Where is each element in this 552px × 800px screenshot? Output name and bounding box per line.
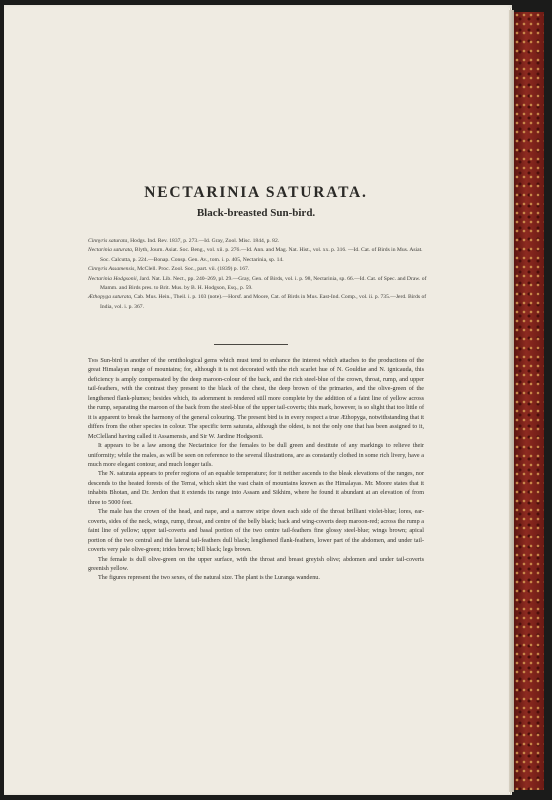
synonym-reference: Blyth, Journ. Asiat. Soc. Beng., vol. xii. p. 276.—Id. Ann. and Mag. Nat. Hist., vol. xx. p. 316. —Id. Cat. of Birds in Mus. Asiat. Soc. Calcutta, p. 224.—Bonap. Consp. Gen. Av., tom. i. p. 405, Nectarinia, sp. 14. xyxy=(100,247,423,263)
body-paragraph: The male has the crown of the head, and nape, and a narrow stripe down each side of the throat brilliant violet-blue; lores, ear-coverts, sides of the neck, wings, rump, throat, and centre of the belly black; back and wing-coverts deep maroon-red; across the rump a faint line of yellow; upper tail-coverts and basal portion of the two centre tail-feathers fine glossy steel-blue; wings brown; apical portion of the two central and the lateral tail-feathers dull black; lengthened flank-feathers, lower part of the abdomen, and under tail-coverts very pale olive-green; irides brown; bill black; legs brown. xyxy=(88,509,424,554)
article-body xyxy=(88,357,424,584)
synonym-reference: Hodgs. Ind. Rev. 1837, p. 273.—Id. Gray, Zool. Misc. 1844, p. 82. xyxy=(130,238,280,244)
synonym-entry xyxy=(88,293,428,312)
synonym-reference: Cab. Mus. Hein., Theil. i. p. 103 (note).—Horsf. and Moore, Cat. of Birds in Mus. East-Ind. Comp., vol. ii. p. 735.—Jerd. Birds of India, vol. i. p. 367. xyxy=(100,294,427,310)
synonym-entry xyxy=(88,246,428,265)
synonym-entry xyxy=(88,265,428,274)
body-paragraph: The figures represent the two sexes, of the natural size. The plant is the Luranga wandenu. xyxy=(98,575,320,582)
section-divider xyxy=(214,344,288,345)
synonym-reference: Jard. Nat. Lib. Nect., pp. 240–269, pl. 29.—Gray, Gen. of Birds, vol. i. p. 98, Nectarinia, sp. 66.—Id. Cat. of Spec. and Draw. of Mamm. and Birds pres. to Brit. Mus. by B. H. Hodgson, Esq., p. 59. xyxy=(100,275,427,292)
paragraph-text: Sun-bird is another of the ornithological gems which must tend to enhance the interest which attaches to the productions of the great Himalayan range of mountains; for, although it is not decorated with the rich scarlet hue of N. Gouldiæ and N. ignicauda, this deficiency is amply compensated by the deep maroon-colour of the back, and the rich steel-blue of the crown, throat, rump, and upper tail-feathers, with the contrast they present to the black of the chest, the deep brown of the primaries, and the olive-green of the lengthened flank-plumes; besides which, its adornment is rendered still more complete by the addition of a faint line of yellow across the rump, separating the maroon of the back from the steel-blue of the upper tail-coverts; this mark, however, is so slight that too little of it is apparent to break the harmony of the general colouring. The present bird is in every respect a true Æthopyga, notwithstanding that it differs from the other species in colour. The specific term saturata, although the oldest, is not the only one that has been assigned to it, McClelland having called it Assamensis, and Sir W. Jardine Hodgsonii. xyxy=(88,358,424,440)
body-paragraph: The female is dull olive-green on the upper surface, with the throat and breast greyish olive; abdomen and under tail-coverts greenish yellow. xyxy=(88,556,424,572)
synonym-name: Cinnyris saturata, xyxy=(88,238,129,244)
synonym-entry xyxy=(88,237,428,246)
synonym-name: Æthopyga saturata, xyxy=(88,294,133,301)
synonym-name: Nectarinia saturata, xyxy=(88,247,134,254)
body-paragraph: It appears to be a law among the Nectarinice for the females to be dull green and destitute of any markings to relieve their uniformity; while the males, as will be seen on reference to the several illustrations, are as constantly clothed in some rich livery, have a much more elegant contour, and much longer tails. xyxy=(88,443,424,468)
opening-word: This xyxy=(88,358,99,364)
marbled-cover-edge xyxy=(514,12,544,790)
synonym-reference: McClell. Proc. Zool. Soc., part. vii. (1839) p. 167. xyxy=(137,266,250,273)
synonymy-list xyxy=(88,237,428,312)
page-subtitle: Black-breasted Sun-bird. xyxy=(196,207,316,219)
body-paragraph: The N. saturata appears to prefer regions of an equable temperature; for it neither ascends to the bleak elevations of the ranges, nor descends to the heated forests of the Terrai, which skirt the vast chain of mountains known as the Himalayas. Mr. Moore states that it inhabits Bhotan, and Dr. Jerdon that it extends its range into Assam and Sikhim, where he found it abundant at an elevation of from three to 5000 feet. xyxy=(88,471,424,506)
synonym-name: Cinnyris Assamensis, xyxy=(88,266,136,273)
body-paragraph xyxy=(88,357,424,442)
synonym-entry xyxy=(88,275,428,294)
page-title: NECTARINIA SATURATA. xyxy=(144,184,368,201)
synonym-name: Nectarinia Hodgsonii, xyxy=(88,275,139,282)
